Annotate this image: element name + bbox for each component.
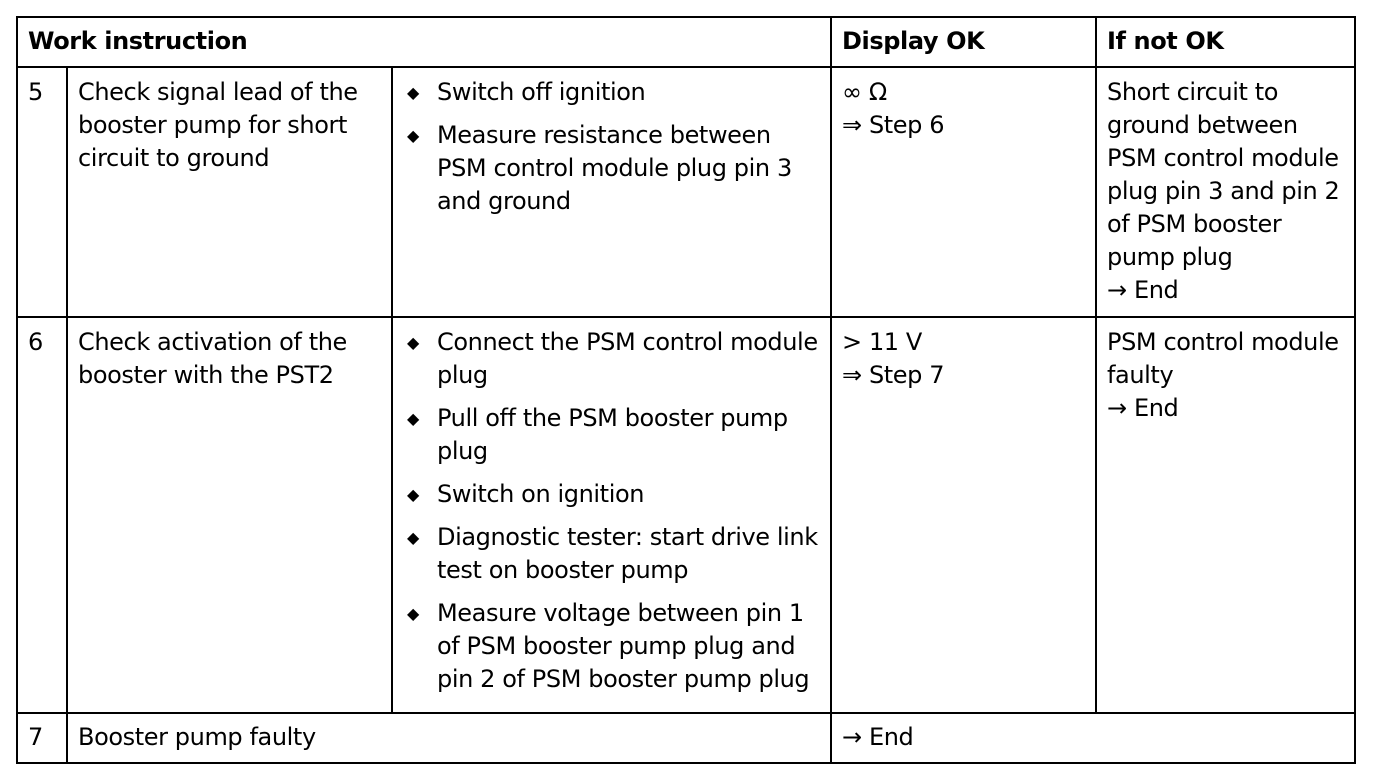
action-text: Pull off the PSM booster pump plug [437,404,788,465]
instruction-text: Check activation of the booster with the PST2 [67,317,392,713]
header-row [17,17,1355,67]
action-text: Diagnostic tester: start drive link test on booster pump [437,523,818,584]
list-item [403,478,820,511]
fault-text: Short circuit to ground between PSM control module plug pin 3 and pin 2 of PSM booster pump plug [1107,78,1340,271]
diamond-bullet-icon: ◆ [407,485,419,504]
table-row-step-5 [17,67,1355,317]
action-list [403,76,820,218]
action-text: Measure voltage between pin 1 of PSM booster pump plug and pin 2 of PSM booster pump plug [437,599,810,693]
diamond-bullet-icon: ◆ [407,604,419,623]
display-ok-cell: → End [831,713,1355,763]
fault-text: PSM control module faulty [1107,328,1339,389]
diamond-bullet-icon: ◆ [407,528,419,547]
action-text: Measure resistance between PSM control module plug pin 3 and ground [437,121,792,215]
display-value: > 11 V [842,328,922,356]
list-item [403,402,820,468]
step-number: 5 [17,67,67,317]
work-instruction-table [16,16,1356,764]
diamond-bullet-icon: ◆ [407,409,419,428]
next-step: ⇒ Step 7 [842,361,945,389]
header-display-ok: Display OK [831,17,1096,67]
header-work-instruction: Work instruction [17,17,831,67]
action-text: Connect the PSM control module plug [437,328,818,389]
action-text: Switch on ignition [437,480,645,508]
if-not-ok-cell [1096,67,1355,317]
step-number: 6 [17,317,67,713]
action-list-cell [392,67,831,317]
action-list-cell [392,317,831,713]
list-item [403,76,820,109]
next-step: ⇒ Step 6 [842,111,945,139]
header-if-not-ok: If not OK [1096,17,1355,67]
instruction-text: Booster pump faulty [67,713,831,763]
action-text: Switch off ignition [437,78,646,106]
end-step: → End [1107,276,1179,304]
table-row-step-6 [17,317,1355,713]
step-number: 7 [17,713,67,763]
end-step: → End [1107,394,1179,422]
if-not-ok-cell [1096,317,1355,713]
table-row-step-7 [17,713,1355,763]
action-list [403,326,820,696]
list-item [403,521,820,587]
diamond-bullet-icon: ◆ [407,333,419,352]
instruction-text: Check signal lead of the booster pump for short circuit to ground [67,67,392,317]
list-item [403,119,820,218]
list-item [403,597,820,696]
display-value: ∞ Ω [842,78,887,106]
list-item [403,326,820,392]
diamond-bullet-icon: ◆ [407,126,419,145]
display-ok-cell [831,67,1096,317]
diamond-bullet-icon: ◆ [407,83,419,102]
display-ok-cell [831,317,1096,713]
